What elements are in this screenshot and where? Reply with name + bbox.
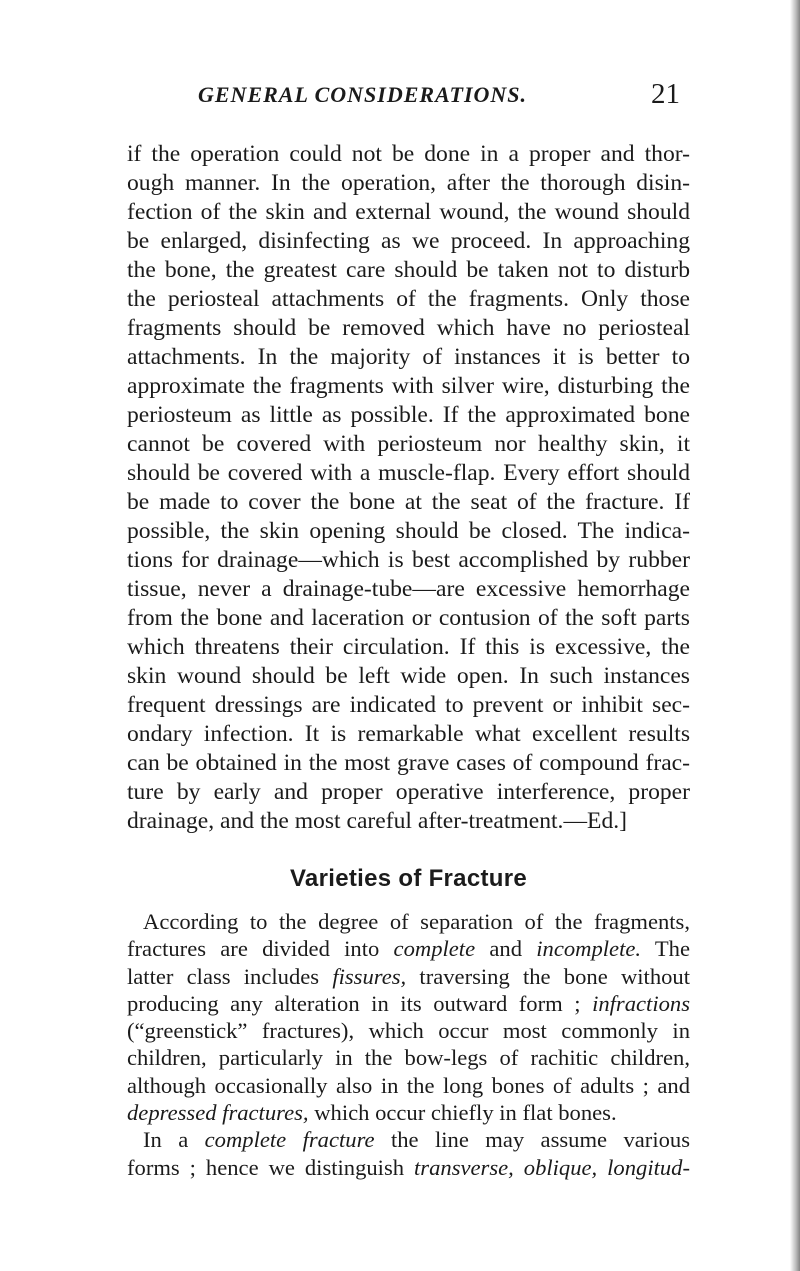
- text-line: fragments should be removed which have no periosteal: [127, 315, 690, 341]
- text-line: tissue, never a drainage-tube—are excessive hemorrhage: [127, 576, 690, 602]
- text-line: possible, the skin opening should be closed. The indica-: [127, 518, 690, 544]
- text-line: periosteum as little as possible. If the approximated bone: [127, 402, 690, 428]
- text-line: the periosteal attachments of the fragments. Only those: [127, 286, 690, 312]
- text-line: ondary infection. It is remarkable what excellent results: [127, 721, 690, 747]
- text-line: skin wound should be left wide open. In such instances: [127, 663, 690, 689]
- text-line: producing any alteration in its outward form ; infractions: [127, 990, 690, 1016]
- text-line: latter class includes fissures, traversing the bone without: [127, 963, 690, 989]
- text-line: children, particularly in the bow-legs of rachitic children,: [127, 1045, 690, 1071]
- italic-term: complete: [393, 936, 476, 962]
- text-line: According to the degree of separation of the fragments,: [143, 909, 690, 934]
- text-line: (“greenstick” fractures), which occur most commonly in: [127, 1018, 690, 1044]
- running-title: GENERAL CONSIDERATIONS.: [198, 82, 528, 107]
- varieties-paragraph: [127, 908, 690, 1181]
- page-edge-shadow: [790, 0, 800, 1271]
- italic-term: infractions: [592, 990, 690, 1016]
- text-line: attachments. In the majority of instances it is better to: [127, 344, 690, 370]
- text-line: In a complete fracture the line may assume various: [143, 1127, 690, 1153]
- text-line: which threatens their circulation. If this is excessive, the: [127, 634, 690, 660]
- text-line: ough manner. In the operation, after the thorough disin-: [127, 170, 690, 196]
- text-line: fractures are divided into complete and incomplete. The: [127, 936, 691, 962]
- italic-term: incomplete.: [536, 936, 642, 962]
- text-line: although occasionally also in the long bones of adults ; and: [127, 1072, 690, 1098]
- text-line: be made to cover the bone at the seat of the fracture. If: [127, 489, 690, 515]
- italic-term: fissures,: [332, 963, 407, 989]
- text-line: drainage, and the most careful after-treatment.—Ed.]: [127, 808, 628, 834]
- text-line: forms ; hence we distinguish transverse, oblique, longitud-: [127, 1154, 690, 1180]
- text-line: ture by early and proper operative interference, proper: [127, 779, 690, 805]
- text-line: frequent dressings are indicated to prevent or inhibit sec-: [127, 692, 690, 718]
- editor-note-paragraph: [127, 140, 690, 836]
- italic-term: depressed fractures,: [127, 1100, 309, 1126]
- text-line: if the operation could not be done in a proper and thor-: [127, 141, 690, 167]
- text-line: can be obtained in the most grave cases of compound frac-: [127, 750, 690, 776]
- text-line: should be covered with a muscle-flap. Every effort should: [127, 460, 690, 486]
- italic-term: transverse, oblique, longitud-: [414, 1154, 690, 1180]
- text-line: depressed fractures, which occur chiefly in flat bones.: [127, 1100, 617, 1126]
- text-line: cannot be covered with periosteum nor healthy skin, it: [127, 431, 690, 457]
- italic-term: complete fracture: [204, 1127, 375, 1153]
- text-line: approximate the fragments with silver wire, disturbing the: [127, 373, 690, 399]
- page-number: 21: [651, 78, 680, 110]
- text-line: tions for drainage—which is best accomplished by rubber: [127, 547, 690, 573]
- text-line: fection of the skin and external wound, the wound should: [127, 199, 690, 225]
- running-head: [150, 78, 680, 114]
- text-line: from the bone and laceration or contusion of the soft parts: [127, 605, 690, 631]
- text-line: the bone, the greatest care should be taken not to disturb: [127, 257, 690, 283]
- section-heading: Varieties of Fracture: [289, 865, 528, 892]
- text-line: be enlarged, disinfecting as we proceed. In approaching: [127, 228, 690, 254]
